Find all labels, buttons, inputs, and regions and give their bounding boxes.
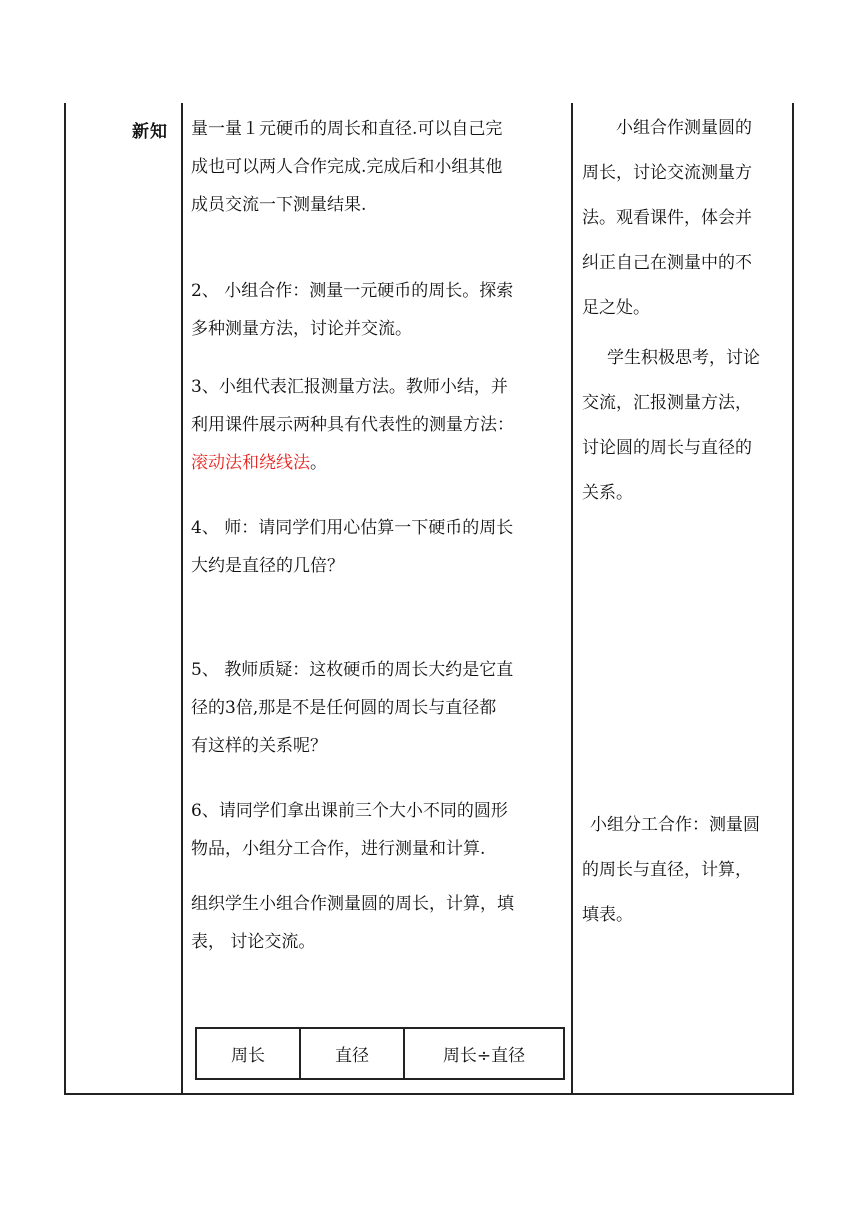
text-line: 填表。 xyxy=(582,905,633,925)
teacher-activity-para-6 xyxy=(191,792,567,868)
student-activity-block-2 xyxy=(582,336,788,516)
header-circumference: 周长 xyxy=(197,1029,301,1078)
text-line: 2、 小组合作：测量一元硬币的周长。探索 xyxy=(191,281,514,301)
text-line: 径的3倍,那是不是任何圆的周长与直径都 xyxy=(191,698,497,718)
text-line: 小组分工合作：测量圆 xyxy=(590,815,760,835)
text-line: 5、 教师质疑：这枚硬币的周长大约是它直 xyxy=(191,660,514,680)
teacher-activity-para-3 xyxy=(191,368,567,482)
header-ratio: 周长÷直径 xyxy=(442,1046,526,1066)
table-right-border xyxy=(792,103,794,1095)
text-line: 4、 师：请同学们用心估算一下硬币的周长 xyxy=(191,518,514,538)
text-line: 利用课件展示两种具有代表性的测量方法： xyxy=(191,415,514,435)
header-diameter: 直径 xyxy=(301,1029,405,1078)
text-line: 表， 讨论交流。 xyxy=(191,932,316,952)
text-line xyxy=(191,444,567,482)
text-line: 3、小组代表汇报测量方法。教师小结，并 xyxy=(191,377,508,397)
column-divider-2 xyxy=(571,103,573,1095)
text-line: 量一量１元硬币的周长和直径.可以自己完 xyxy=(191,119,503,139)
text-line: 有这样的关系呢？ xyxy=(191,736,327,756)
text-line: 物品，小组分工合作，进行测量和计算. xyxy=(191,839,486,859)
highlighted-methods: 滚动法和绕线法 xyxy=(191,453,310,473)
text-line: 学生积极思考，讨论 xyxy=(607,348,760,368)
column-divider-1 xyxy=(181,103,183,1095)
text-line: 周长，讨论交流测量方 xyxy=(582,163,752,183)
teacher-activity-para-7 xyxy=(191,885,567,961)
teacher-activity-para-5 xyxy=(191,651,567,765)
text-line: 足之处。 xyxy=(582,298,650,318)
text-line: 纠正自己在测量中的不 xyxy=(582,253,752,273)
text-line: 成也可以两人合作完成.完成后和小组其他 xyxy=(191,157,503,177)
teacher-activity-para-4 xyxy=(191,509,567,585)
text-line: 法。观看课件，体会并 xyxy=(582,208,752,228)
section-label: 新知 xyxy=(132,122,168,142)
measurement-table xyxy=(195,1027,565,1080)
text-line: 组织学生小组合作测量圆的周长，计算，填 xyxy=(191,894,514,914)
text-line: 交流，汇报测量方法， xyxy=(582,393,752,413)
text-line: 成员交流一下测量结果. xyxy=(191,195,367,215)
student-activity-block-3 xyxy=(582,803,788,938)
table-bottom-border xyxy=(64,1093,794,1095)
text-line: 多种测量方法，讨论并交流。 xyxy=(191,319,412,339)
text-line: 6、请同学们拿出课前三个大小不同的圆形 xyxy=(191,801,508,821)
text-line: 讨论圆的周长与直径的 xyxy=(582,438,752,458)
table-left-border xyxy=(64,103,66,1095)
text-line: 的周长与直径，计算， xyxy=(582,860,752,880)
text-fragment: 。 xyxy=(310,453,327,473)
teacher-activity-para-2 xyxy=(191,272,567,348)
text-line: 小组合作测量圆的 xyxy=(616,118,752,138)
teacher-activity-para-1 xyxy=(191,110,567,224)
student-activity-block-1 xyxy=(582,106,788,331)
text-line: 大约是直径的几倍？ xyxy=(191,556,344,576)
text-line: 关系。 xyxy=(582,483,633,503)
